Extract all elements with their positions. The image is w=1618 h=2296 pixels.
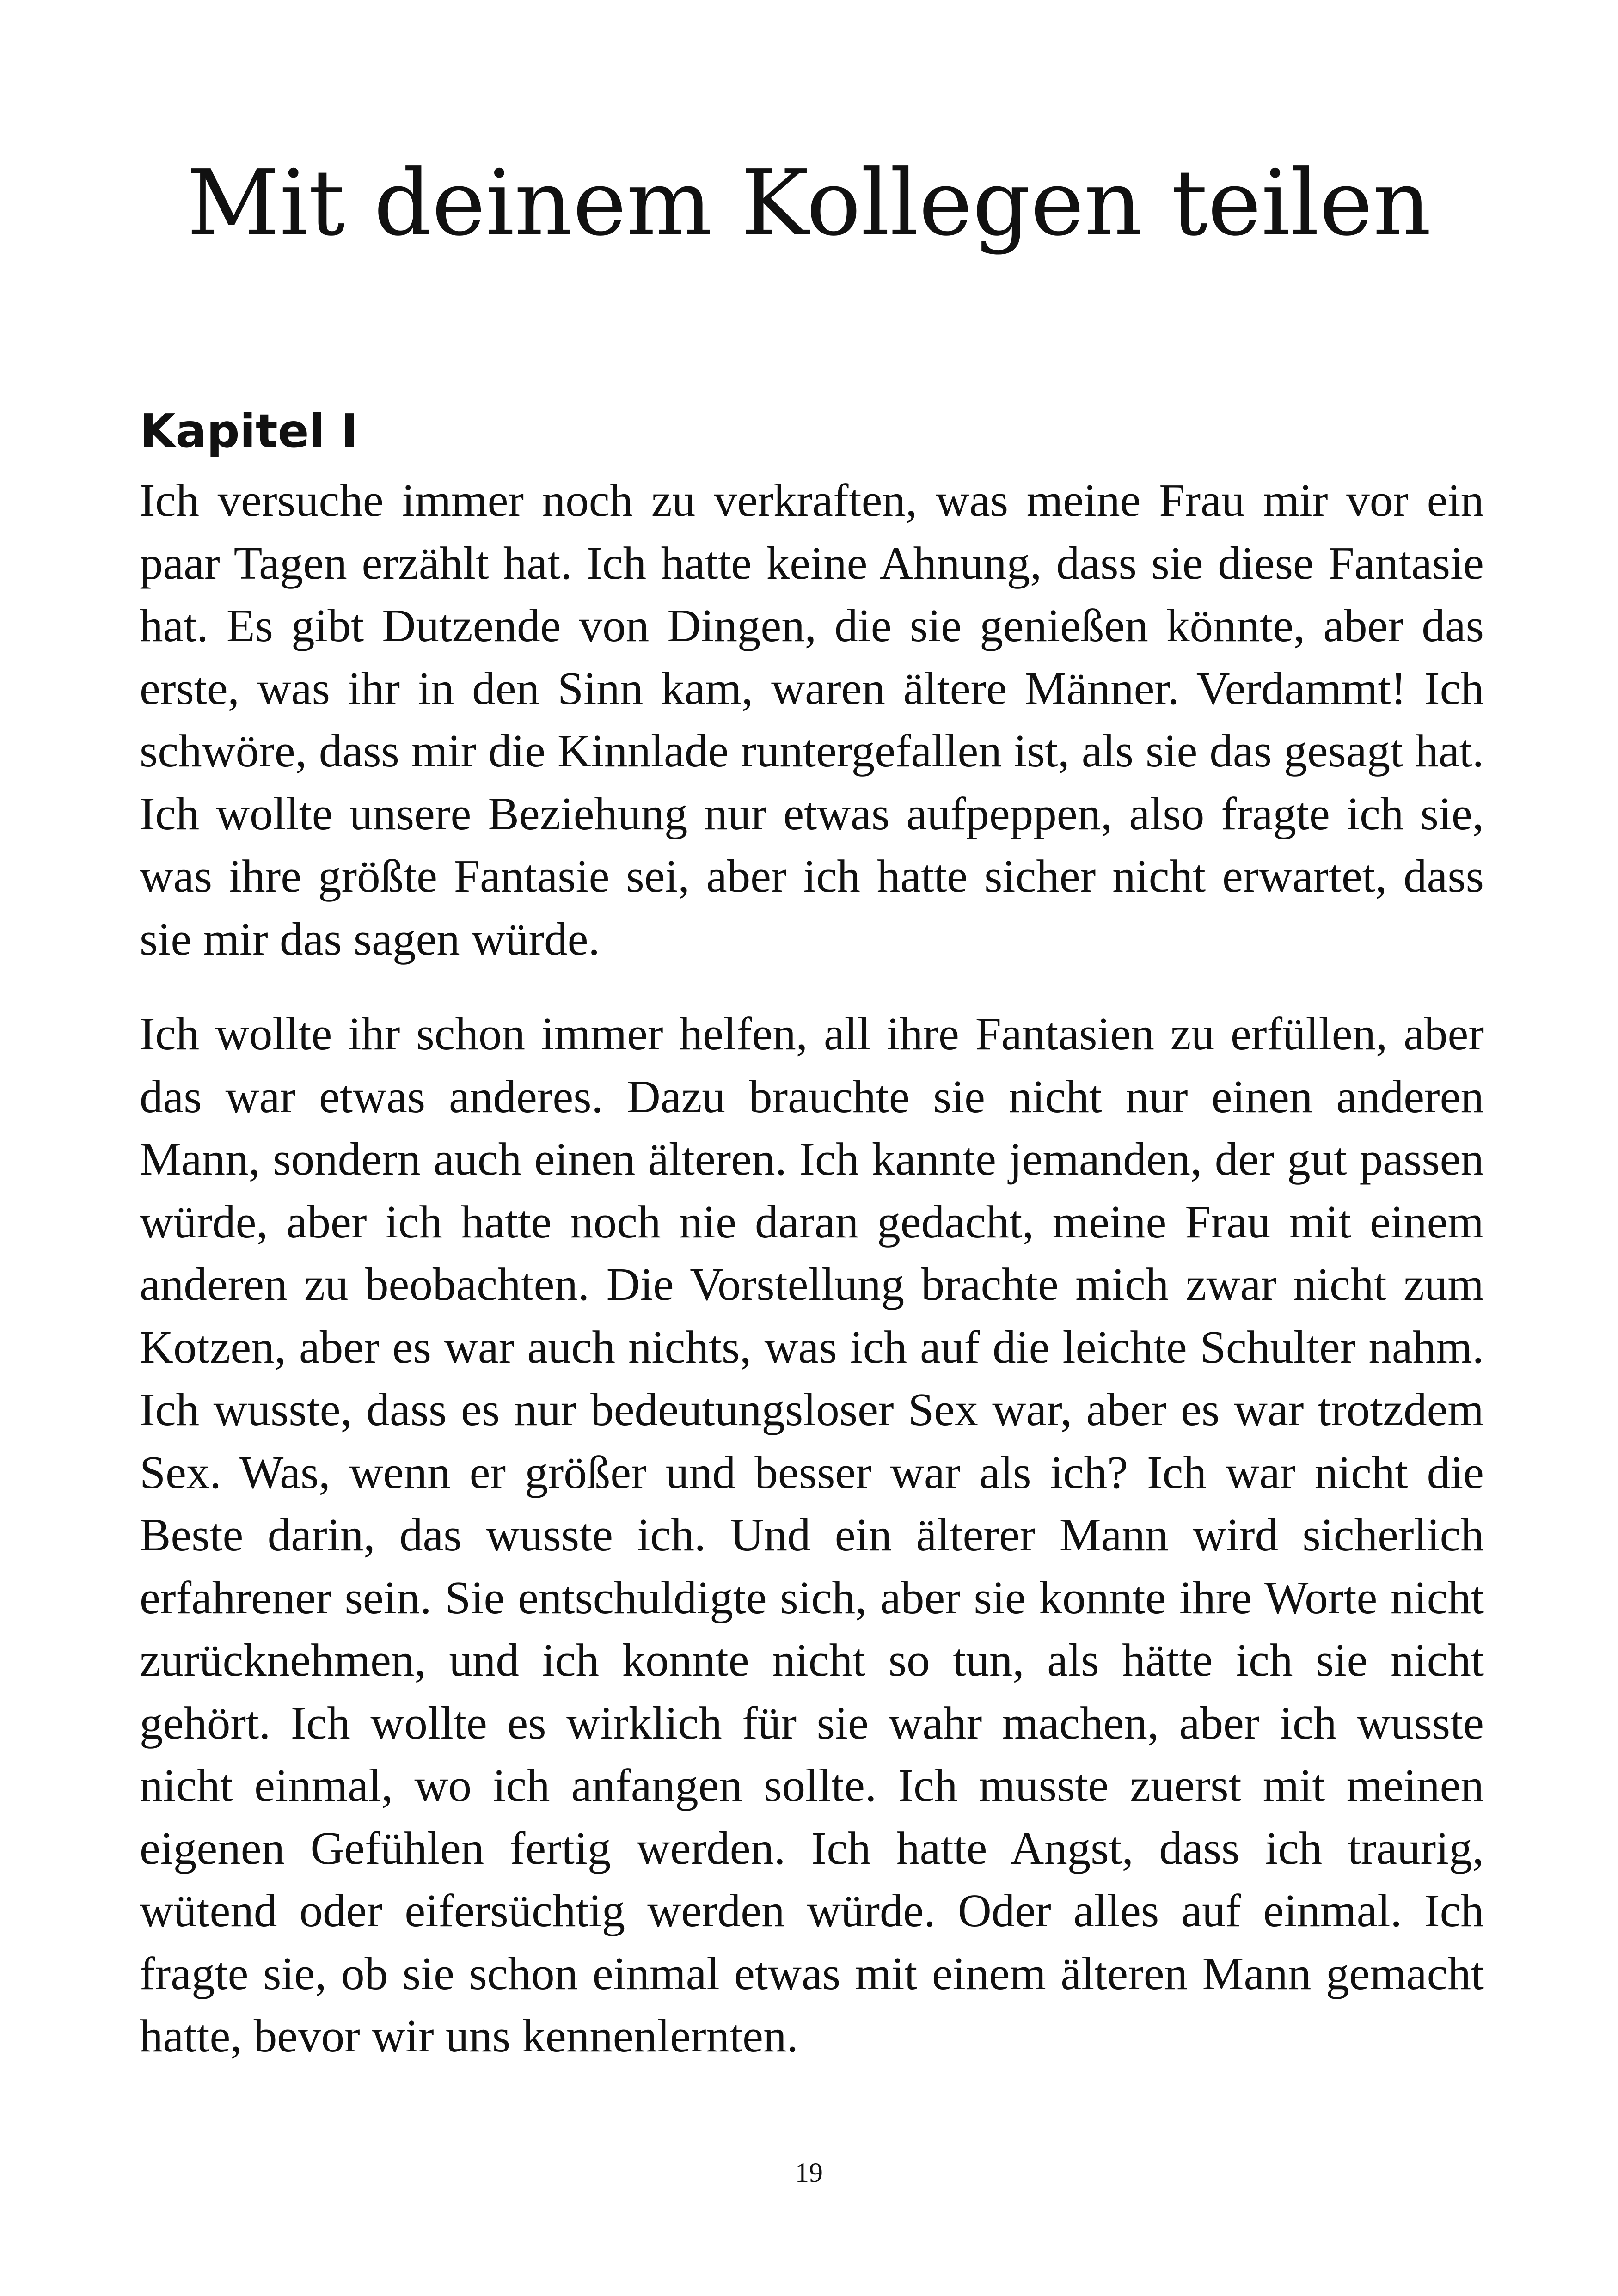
chapter-body — [140, 469, 1484, 2100]
book-title: Mit deinem Kollegen teilen — [187, 151, 1431, 256]
paragraph-2: Ich wollte ihr schon immer helfen, all ihre Fantasien zu erfüllen, aber das war etwas anderes. Dazu brauchte sie nicht nur einen anderen Mann, sondern auch einen älteren. Ich kannte jemanden, der gut passen würde, aber ich hatte noch nie daran gedacht, meine Frau mit einem anderen zu beobachten. Die Vorstellung brachte mich zwar nicht zum Kotzen, aber es war auch nichts, was ich auf die leichte Schulter nahm. Ich wusste, dass es nur bedeutungsloser Sex war, aber es war trotzdem Sex. Was, wenn er größer und besser war als ich? Ich war nicht die Beste darin, das wusste ich. Und ein älterer Mann wird sicherlich erfahrener sein. Sie entschuldigte sich, aber sie konnte ihre Worte nicht zurücknehmen, und ich konnte nicht so tun, als hätte ich sie nicht gehört. Ich wollte es wirklich für sie wahr machen, aber ich wusste nicht einmal, wo ich anfangen sollte. Ich musste zuerst mit meinen eigenen Gefühlen fertig werden. Ich hatte Angst, dass ich traurig, wütend oder eifersüchtig werden würde. Oder alles auf einmal. Ich fragte sie, ob sie schon einmal etwas mit einem älteren Mann gemacht hatte, bevor wir uns kennenlernten. — [140, 1008, 1484, 2062]
paragraph-1: Ich versuche immer noch zu verkraften, was meine Frau mir vor ein paar Tagen erzählt hat. Ich hatte keine Ahnung, dass sie diese Fantasie hat. Es gibt Dutzende von Dingen, die sie genießen könnte, aber das erste, was ihr in den Sinn kam, waren ältere Männer. Verdammt! Ich schwöre, dass mir die Kinnlade runtergefallen ist, als sie das gesagt hat. Ich wollte unsere Beziehung nur etwas aufpeppen, also fragte ich sie, was ihre größte Fantasie sei, aber ich hatte sicher nicht erwartet, dass sie mir das sagen würde. — [140, 474, 1484, 965]
page-number: 19 — [795, 2157, 823, 2188]
chapter-heading: Kapitel I — [140, 404, 358, 458]
